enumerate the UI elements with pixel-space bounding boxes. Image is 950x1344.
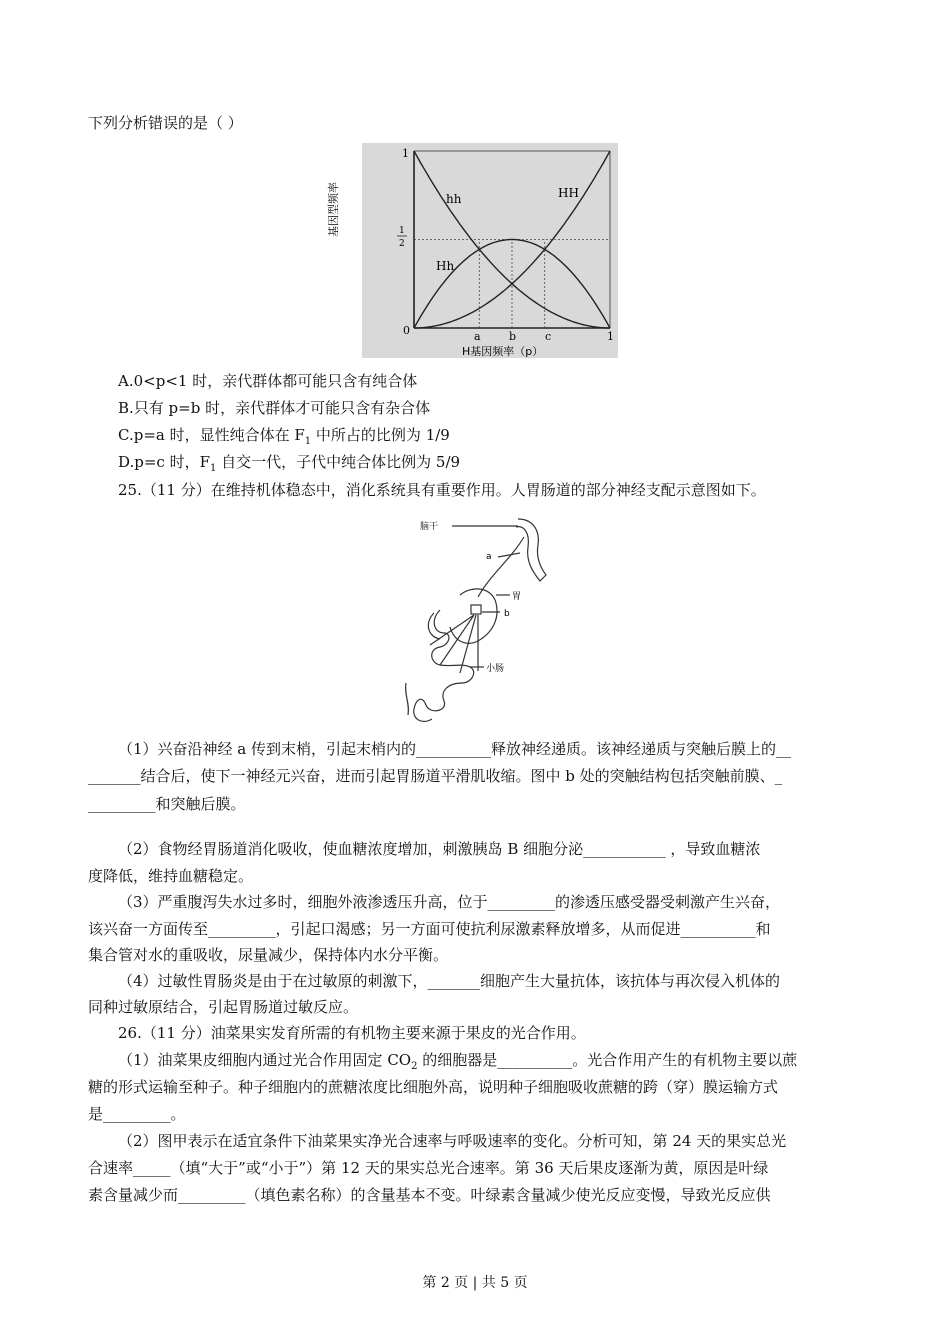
diagram-svg [400, 515, 560, 730]
q26-part1-line1: （1）油菜果皮细胞内通过光合作用固定 $CO_2$ 的细胞器是__________。光合作用产生的有机物主要以蔗 [118, 1051, 798, 1072]
option-a: A.0<p<1 时，亲代群体都可能只含有纯合体 [118, 372, 418, 390]
brainstem-outline [516, 519, 546, 581]
label-intestine: 小肠 [486, 664, 505, 674]
nerve-a [478, 537, 524, 597]
origin-zero: 0 [403, 324, 410, 337]
question-25-title: 25.（11 分）在维持机体稳态中，消化系统具有重要作用。人胃肠道的部分神经支配示意图如下。 [118, 481, 766, 499]
label-b: b [504, 609, 510, 619]
x-tick-c: c [545, 330, 552, 343]
y-axis-label: 基因型频率 [327, 182, 340, 237]
q25-part4-line1: （4）过敏性胃肠炎是由于在过敏原的刺激下，_______细胞产生大量抗体，该抗体与再次侵入机体的 [118, 972, 781, 990]
q26-part2-line1: （2）图甲表示在适宜条件下油菜果实净光合速率与呼吸速率的变化。分析可知，第 24 天的果实总光 [118, 1132, 787, 1150]
option-d: D.p=c 时，$F_1$ 自交一代，子代中纯合体比例为 5/9 [118, 453, 461, 474]
q25-part3-line2: 该兴奋一方面传至_________，引起口渴感；另一方面可使抗利尿激素释放增多，从而促进__________和 [88, 920, 771, 938]
x-tick-one: 1 [607, 330, 614, 343]
q25-part4-line2: 同种过敏原结合，引起胃肠道过敏反应。 [88, 998, 359, 1016]
curve-label-HH: HH [558, 186, 579, 200]
q25-part1-line1: （1）兴奋沿神经 a 传到末梢，引起末梢内的__________释放神经递质。该神经递质与突触后膜上的__ [118, 740, 792, 758]
label-stomach: 胃 [512, 592, 522, 602]
q25-part1-line2: _______结合后，使下一神经元兴奋，进而引起胃肠道平滑肌收缩。图中 b 处的突触结构包括突触前膜、_ [88, 767, 783, 785]
y-tick-one: 1 [402, 147, 409, 160]
label-a: a [486, 552, 492, 562]
q26-part1-line2: 糖的形式运输至种子。种子细胞内的蔗糖浓度比细胞外高，说明种子细胞吸收蔗糖的跨（穿）膜运输方式 [88, 1078, 779, 1096]
option-c: C.p=a 时，显性纯合体在 $F_1$ 中所占的比例为 1/9 [118, 426, 450, 447]
question-26-title: 26.（11 分）油菜果实发育所需的有机物主要来源于果皮的光合作用。 [118, 1024, 586, 1042]
genotype-frequency-chart [327, 143, 618, 358]
x-tick-a: a [474, 330, 481, 343]
y-tick-half-den: 2 [399, 239, 405, 249]
question-prompt: 下列分析错误的是（ ） [88, 114, 243, 132]
q26-part1-line3: 是_________。 [88, 1105, 186, 1123]
intestine-tail [406, 683, 409, 715]
q25-part2-line1: （2）食物经胃肠道消化吸收，使血糖浓度增加，刺激胰岛 B 细胞分泌___________ ，导致血糖浓 [118, 840, 761, 858]
q25-part3-line3: 集合管对水的重吸收，尿量减少，保持体内水分平衡。 [88, 946, 449, 964]
q25-part2-line2: 度降低，维持血糖稳定。 [88, 867, 254, 885]
q25-part3-line1: （3）严重腹泻失水过多时，细胞外液渗透压升高，位于_________的渗透压感受器受刺激产生兴奋， [118, 893, 781, 911]
page-footer: 第 2 页 | 共 5 页 [422, 1275, 528, 1291]
synapse-box [471, 605, 481, 614]
label-brainstem: 脑干 [420, 522, 439, 532]
chart-svg [327, 143, 618, 358]
gut-nerve-diagram [400, 515, 560, 730]
option-b: B.只有 p=b 时，亲代群体才可能只含有杂合体 [118, 399, 431, 417]
curve-label-Hh: Hh [436, 259, 455, 273]
q26-part2-line3: 素含量减少而_________（填色素名称）的含量基本不变。叶绿素含量减少使光反应变慢，导致光反应供 [88, 1186, 771, 1204]
q26-part2-line2: 合速率_____（填“大于”或“小于”）第 12 天的果实总光合速率。第 36 天后果皮逐渐为黄，原因是叶绿 [88, 1159, 769, 1177]
intestine-path [414, 610, 474, 721]
x-axis-label: H基因频率（p） [462, 345, 544, 358]
x-tick-b: b [509, 330, 517, 343]
curve-label-hh: hh [446, 192, 462, 206]
y-tick-half-num: 1 [399, 226, 405, 236]
q25-part1-line3: _________和突触后膜。 [88, 795, 246, 813]
